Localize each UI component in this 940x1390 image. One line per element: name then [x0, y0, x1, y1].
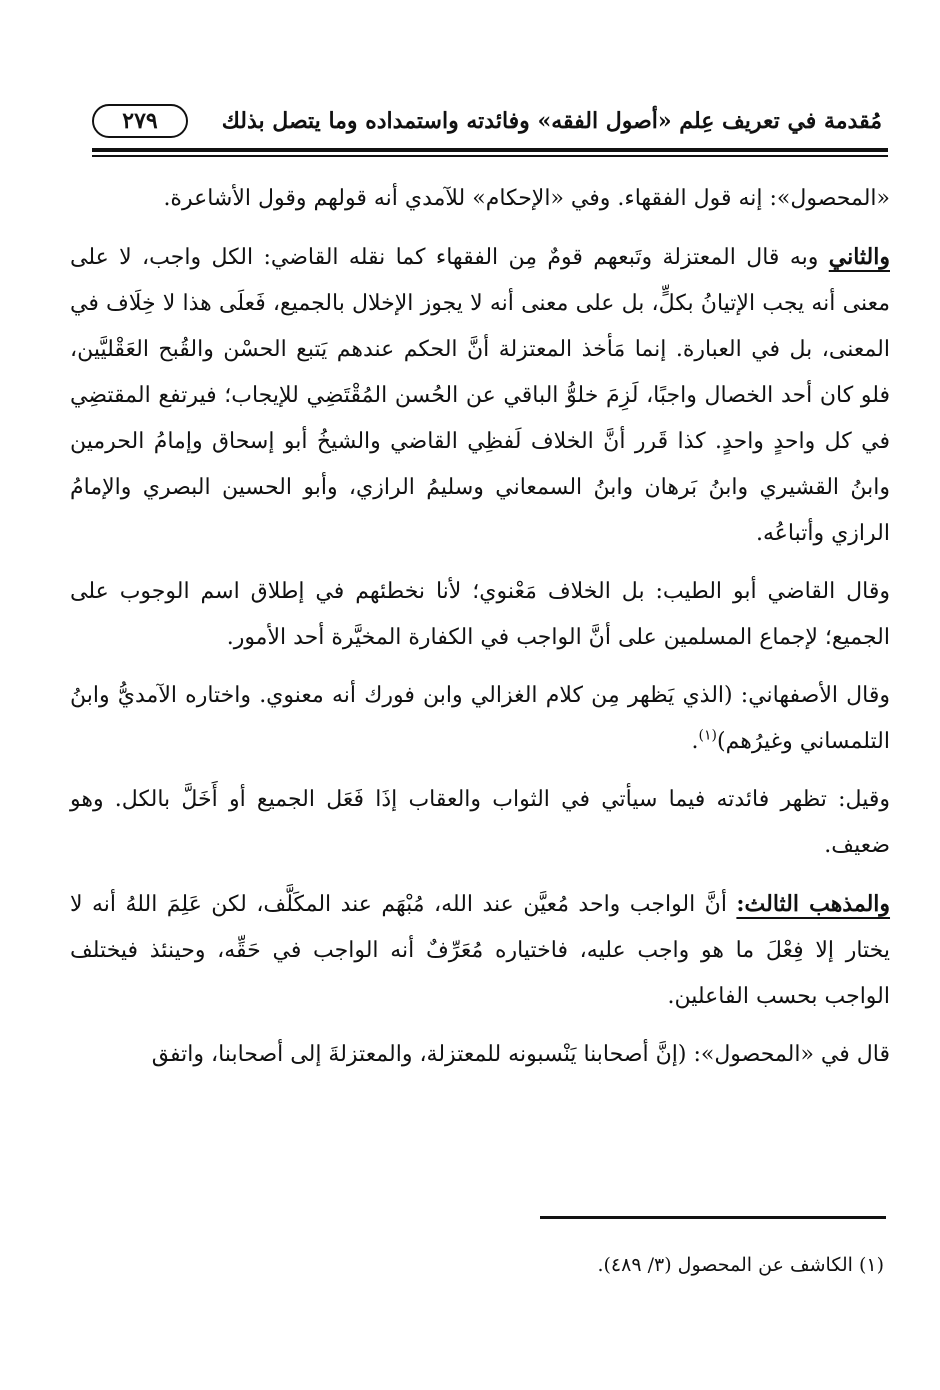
paragraph-1-text: «المحصول»: إنه قول الفقهاء. وفي «الإحكام» للآمدي أنه قولهم وقول الأشاعرة. — [163, 186, 890, 211]
paragraph-1 — [70, 176, 890, 222]
paragraph-5-text: وقيل: تظهر فائدته فيما سيأتي في الثواب والعقاب إذَا فَعَل الجميع أو أَخَلَّ بالكل. وهو ضعيف. — [70, 787, 890, 858]
paragraph-5 — [70, 777, 890, 869]
paragraph-3 — [70, 569, 890, 661]
paragraph-7 — [70, 1032, 890, 1078]
paragraph-4-text: وقال الأصفهاني: (الذي يَظهر مِن كلام الغزالي وابن فورك أنه معنوي. واختاره الآمديُّ وابنُ التلمساني وغيرُهم) — [70, 683, 891, 754]
page-number: ٢٧٩ — [122, 108, 158, 134]
paragraph-2-lead: والثاني — [828, 244, 890, 270]
paragraph-3-text: وقال القاضي أبو الطيب: بل الخلاف مَعْنوي؛ لأنا نخطئهم في إطلاق اسم الوجوب على الجميع؛ لإجماع المسلمين على أنَّ الواجب في الكفارة المخيَّرة أحد الأمور. — [70, 579, 890, 650]
paragraph-2-text: وبه قال المعتزلة وتَبعهم قومٌ مِن الفقهاء كما نقله القاضي: الكل واجب، لا على معنى أنه يجب الإتيانُ بكلٍّ، بل على معنى أنه لا يجوز الإخلال بالجميع، فَعلَى هذا لا خِلَاف في المعنى، بل في العبارة. إنما مَأخذ المعتزلة أنَّ الحكم عندهم يَتبع الحسْن والقُبح العَقْليَّين، فلو كان أحد الخصال واجبًا، لَزِمَ خلوُّ الباقي عن الحُسن المُقْتَضِي للإيجاب؛ فيرتفع المقتضِي في كل واحدٍ واحدٍ. كذا قَرر أنَّ الخلاف لَفظِي القاضي والشيخُ أبو إسحاق وإمامُ الحرمين وابنُ القشيري وابنُ بَرهان وابنُ السمعاني وسليمُ الرازي، وأبو الحسين البصري والإمامُ الرازي وأتباعُه. — [70, 245, 890, 546]
header-rule-thick — [92, 148, 888, 152]
paragraph-7-text: قال في «المحصول»: (إنَّ أصحابنا يَنْسبونه للمعتزلة، والمعتزلةَ إلى أصحابنا، واتفق — [151, 1042, 890, 1067]
paragraph-6 — [70, 881, 890, 1020]
footnote — [597, 1250, 884, 1280]
paragraph-2 — [70, 234, 890, 557]
header-title: مُقدمة في تعريف عِلم «أصول الفقه» وفائدته واستمداده وما يتصل بذلك — [221, 108, 882, 134]
footnote-text: (١) الكاشف عن المحصول (٣/ ٤٨٩). — [597, 1254, 884, 1276]
paragraph-6-text: أنَّ الواجب واحد مُعيَّن عند الله، مُبْهَم عند المكَلَّف، لكن عَلِمَ اللهُ أنه لا يختار إلا فِعْلَ ما هو واجب عليه، فاختياره مُعَرِّفٌ أنه الواجب في حَقِّه، وحينئذ فيختلف الواجب بحسب الفاعلين. — [70, 892, 890, 1009]
footnote-marker[interactable]: (١) — [698, 727, 718, 744]
paragraph-6-lead: والمذهب الثالث: — [736, 891, 891, 917]
footnote-separator — [540, 1216, 886, 1219]
paragraph-4-tail: . — [691, 729, 699, 754]
paragraph-4 — [70, 673, 890, 765]
header-rule-thin — [92, 155, 888, 157]
running-header — [92, 96, 882, 146]
main-text — [70, 176, 890, 1090]
page-number-badge — [92, 104, 188, 138]
